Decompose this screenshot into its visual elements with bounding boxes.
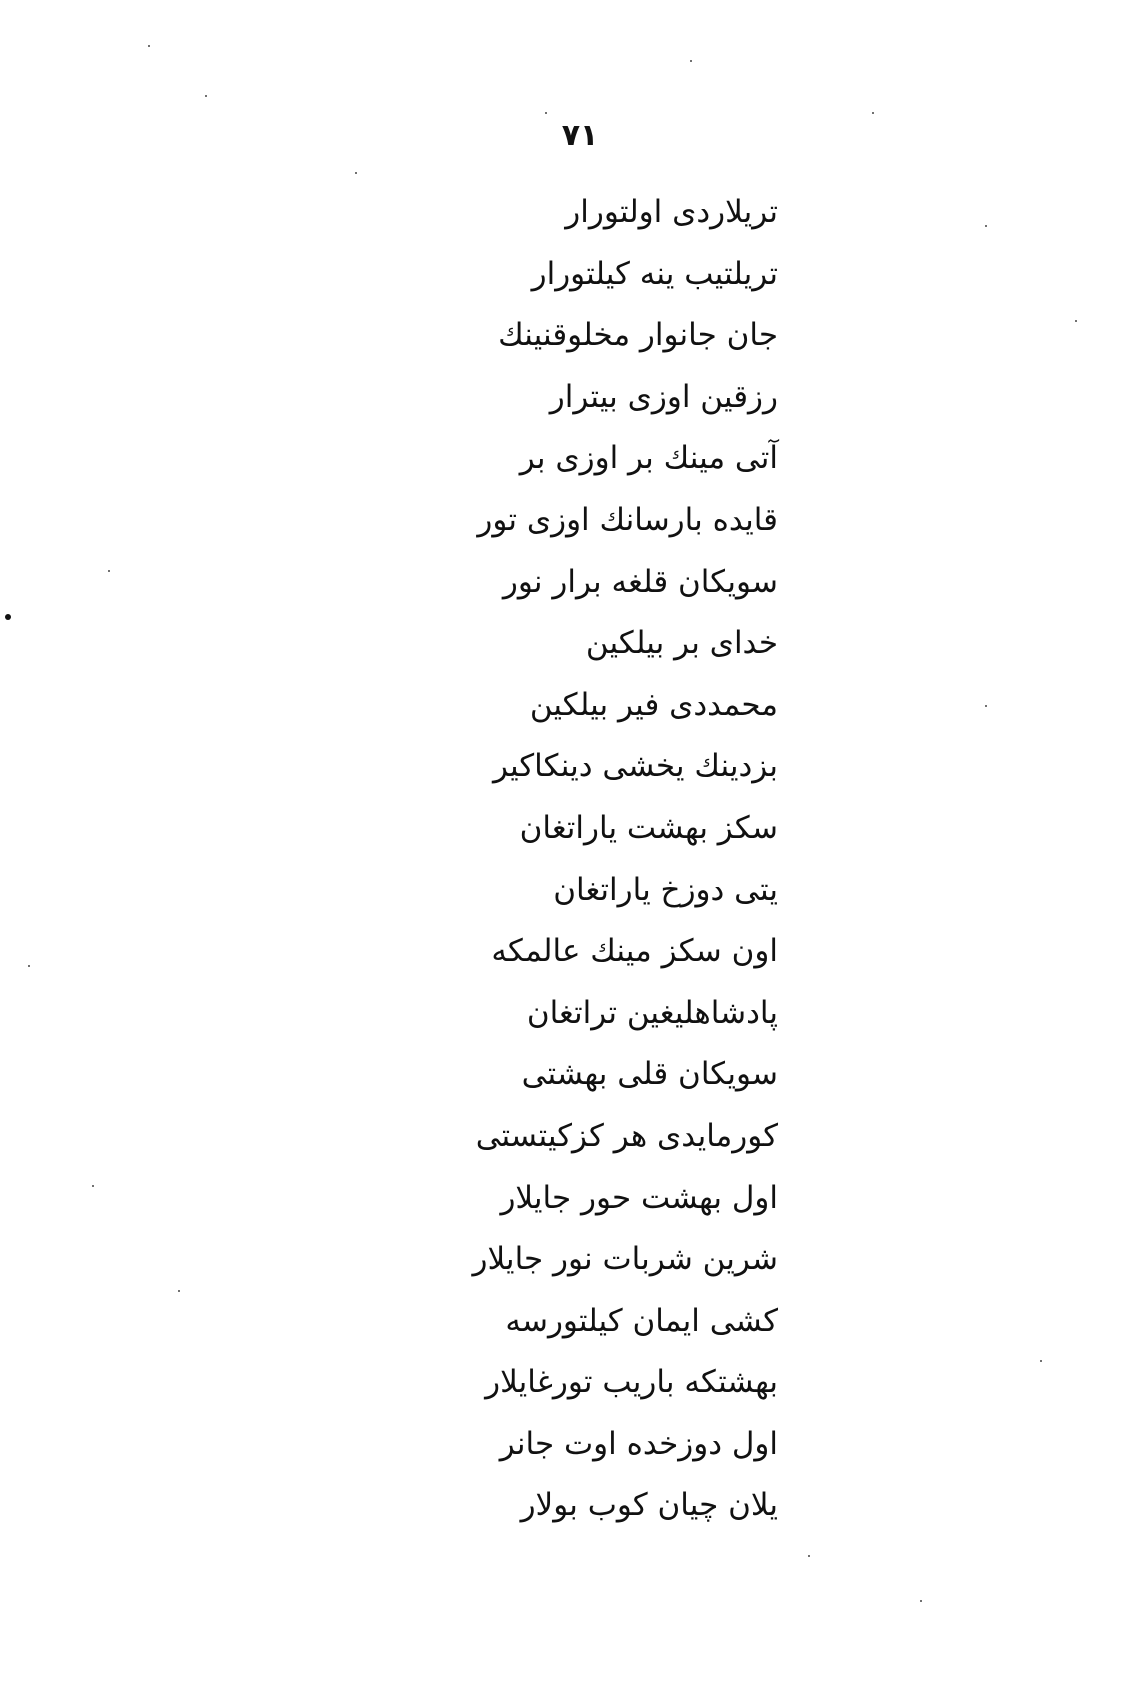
scan-speck xyxy=(985,705,987,707)
poem xyxy=(358,182,778,1537)
scan-speck xyxy=(1075,320,1077,322)
poem-line: بزدینك یخشی دینکاکیر xyxy=(492,748,778,785)
scan-speck xyxy=(178,1290,180,1292)
poem-line: اول دوزخده اوت جانر xyxy=(499,1425,778,1462)
scan-speck xyxy=(108,570,110,572)
scan-speck xyxy=(872,112,874,114)
scan-speck xyxy=(148,45,150,47)
page-number: ۷۱ xyxy=(561,118,599,153)
poem-line: اون سکز مینك عالمکه xyxy=(491,933,778,970)
scan-speck xyxy=(985,225,987,227)
poem-line: اول بهشت حور جایلار xyxy=(500,1179,778,1216)
poem-line: یلان چیان کوب بولار xyxy=(520,1487,778,1524)
poem-line: تریلتیب ینه کیلتورار xyxy=(531,255,778,292)
scan-speck xyxy=(1040,1360,1042,1362)
poem-line: خدای بر بیلکین xyxy=(585,625,778,662)
poem-line: تریلاردی اولتورار xyxy=(565,194,778,230)
poem-line: یتی دوزخ یاراتغان xyxy=(553,871,778,908)
poem-line: پادشاهلیغین تراتغان xyxy=(526,994,778,1031)
poem-line: سکز بهشت یاراتغان xyxy=(519,809,778,846)
poem-line: سویکان قلغه برار نور xyxy=(502,563,778,600)
poem-line: کشی ایمان کیلتورسه xyxy=(505,1302,778,1339)
scan-speck xyxy=(28,965,30,967)
scan-speck xyxy=(92,1185,94,1187)
scan-speck xyxy=(808,1555,810,1557)
poem-line: بهشتکه باریب تورغایلار xyxy=(485,1364,778,1401)
poem-line: سویکان قلی بهشتی xyxy=(521,1056,778,1093)
poem-line: شرین شربات نور جایلار xyxy=(472,1241,778,1278)
poem-line: محمددی فیر بیلکین xyxy=(529,686,778,723)
poem-line: رزقین اوزی بیترار xyxy=(549,378,778,415)
poem-line: قایده بارسانك اوزی تور xyxy=(477,501,778,538)
scan-speck xyxy=(690,60,692,62)
poem-line: آتی مینك بر اوزی بر xyxy=(519,440,778,477)
poem-line: کورمایدی هر کزکیتستی xyxy=(475,1117,778,1154)
poem-line: جان جانوار مخلوقنینك xyxy=(498,317,778,354)
scan-speck xyxy=(205,95,207,97)
scan-speck xyxy=(5,614,11,620)
scan-speck xyxy=(355,172,357,174)
scan-speck xyxy=(545,112,547,114)
scan-speck xyxy=(920,1600,922,1602)
